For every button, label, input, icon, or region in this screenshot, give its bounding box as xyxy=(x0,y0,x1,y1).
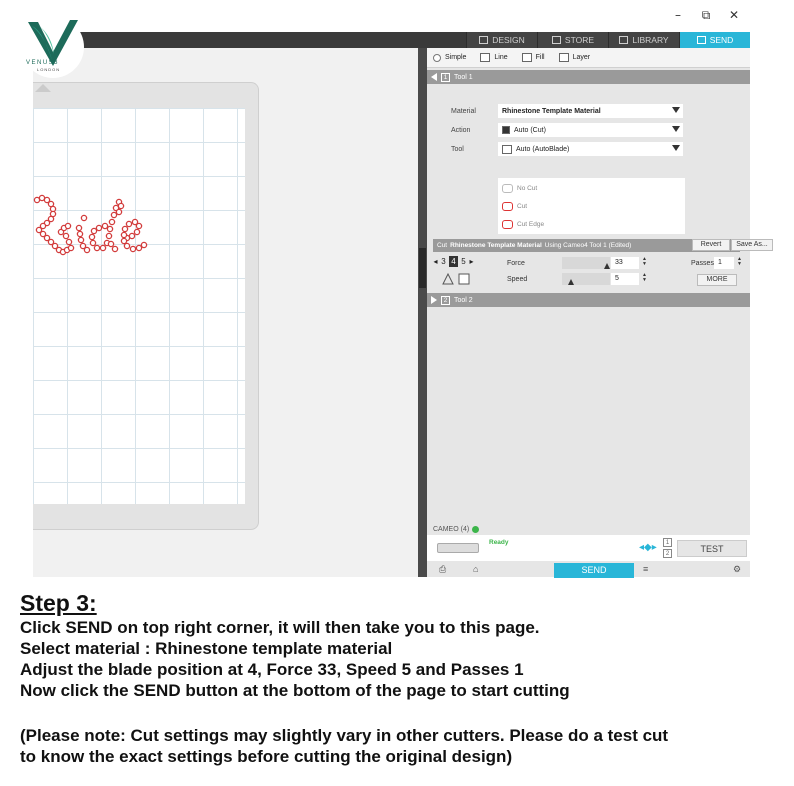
instruction-line-3: Adjust the blade position at 4, Force 33, Speed 5 and Passes 1 xyxy=(20,660,524,679)
mode-simple-label: Simple xyxy=(445,54,467,61)
cutbar-material: Rhinestone Template Material xyxy=(450,242,542,249)
tutorial-icon[interactable]: ⌂ xyxy=(473,564,479,574)
force-slider-knob[interactable] xyxy=(604,263,610,269)
speed-slider-knob[interactable] xyxy=(568,279,574,285)
device-ready-status: Ready xyxy=(489,539,509,546)
action-select[interactable] xyxy=(498,123,683,137)
tool-icons xyxy=(441,272,471,286)
blade-cut-icon xyxy=(502,126,510,134)
test-button[interactable]: TEST xyxy=(677,540,747,557)
tool2-title: Tool 2 xyxy=(454,296,473,304)
save-as-button[interactable]: Save As... xyxy=(731,239,773,251)
cutbar-suffix: Using Cameo4 Tool 1 (Edited) xyxy=(544,242,632,249)
revert-button[interactable]: Revert xyxy=(692,239,730,251)
send-panel xyxy=(427,48,768,577)
line-mode-icon xyxy=(480,53,490,62)
option-cut-edge[interactable] xyxy=(502,220,544,229)
tab-send[interactable] xyxy=(679,32,750,48)
tool1-number: 1 xyxy=(441,73,450,82)
tab-library[interactable] xyxy=(608,32,679,48)
tool-value: Auto (AutoBlade) xyxy=(516,145,570,153)
cameo-machine-icon xyxy=(437,543,479,553)
cut-icon xyxy=(502,202,513,211)
speed-input[interactable]: 5 xyxy=(611,273,639,285)
close-button[interactable]: ✕ xyxy=(728,8,740,22)
cutbar-prefix: Cut xyxy=(437,242,448,249)
slot-1[interactable]: 1 xyxy=(663,538,672,547)
store-icon xyxy=(552,36,561,44)
mode-layer[interactable] xyxy=(559,53,591,62)
tab-store[interactable] xyxy=(537,32,608,48)
force-spinner-icon[interactable]: ▲ ▼ xyxy=(642,256,647,267)
option-cut-label: Cut xyxy=(517,203,528,210)
force-label: Force xyxy=(507,260,525,267)
arrow-left-icon: ◂ xyxy=(433,257,438,266)
material-value: Rhinestone Template Material xyxy=(502,107,601,115)
silhouette-studio-window xyxy=(33,32,768,577)
option-no-cut-label: No Cut xyxy=(517,185,538,192)
tool2-number: 2 xyxy=(441,296,450,305)
instruction-line-1: Click SEND on top right corner, it will then take you to this page. xyxy=(20,618,540,637)
radio-icon xyxy=(433,54,441,62)
mode-fill[interactable] xyxy=(522,53,545,62)
note-line-2: to know the exact settings before cutting the original design) xyxy=(20,747,513,766)
logo-brand-text: VENUS3 xyxy=(26,60,60,66)
tool1-header[interactable] xyxy=(427,70,750,84)
step-title: Step 3: xyxy=(20,590,97,616)
blade-digit-3[interactable]: 3 xyxy=(441,257,446,266)
send-button[interactable]: SEND xyxy=(554,563,634,578)
top-bar xyxy=(33,32,750,48)
expand-arrow-icon xyxy=(431,296,437,304)
rhinestone-design[interactable] xyxy=(33,178,183,288)
send-icon xyxy=(697,36,706,44)
blade-digit-4[interactable]: 4 xyxy=(449,256,458,267)
send-mode-bar xyxy=(427,48,750,68)
blade-digit-5[interactable]: 5 xyxy=(461,257,466,266)
option-cut[interactable] xyxy=(502,202,527,211)
cut-edge-icon xyxy=(502,220,513,229)
tab-store-label: STORE xyxy=(564,35,595,45)
no-cut-icon xyxy=(502,184,513,193)
job-list-icon[interactable]: ≡ xyxy=(643,564,649,574)
material-label: Material xyxy=(451,108,476,115)
more-button[interactable]: MORE xyxy=(697,274,737,286)
layer-mode-icon xyxy=(559,53,569,62)
action-value: Auto (Cut) xyxy=(514,126,546,134)
autoblade-icon xyxy=(502,145,512,154)
minimize-button[interactable]: – xyxy=(675,8,681,22)
speed-spinner-icon[interactable]: ▲ ▼ xyxy=(642,272,647,283)
tool-select[interactable] xyxy=(498,142,683,156)
speed-slider[interactable] xyxy=(562,273,610,285)
tab-library-label: LIBRARY xyxy=(632,35,669,45)
tab-send-label: SEND xyxy=(709,35,734,45)
mode-fill-label: Fill xyxy=(535,54,545,61)
device-name: CAMEO (4) xyxy=(433,526,470,533)
mat-feed-arrow-icon xyxy=(35,84,51,92)
library-icon xyxy=(619,36,628,44)
tool-label: Tool xyxy=(451,146,464,153)
gear-icon[interactable]: ⚙ xyxy=(733,564,742,574)
chevron-down-icon xyxy=(672,126,680,132)
fill-mode-icon xyxy=(522,53,532,62)
note-line-1: (Please note: Cut settings may slightly vary in other cutters. Please do a test cut xyxy=(20,726,669,745)
instruction-line-2: Select material : Rhinestone template material xyxy=(20,639,393,658)
window-controls xyxy=(664,6,748,24)
design-canvas[interactable] xyxy=(33,48,418,577)
tab-design[interactable] xyxy=(466,32,537,48)
tool2-header[interactable] xyxy=(427,293,750,307)
chevron-down-icon xyxy=(672,145,680,151)
tool1-title: Tool 1 xyxy=(454,73,473,81)
mode-line-label: Line xyxy=(494,54,508,61)
logo-sub-text: LONDON xyxy=(37,67,61,72)
passes-input[interactable]: 1 xyxy=(714,257,734,269)
mode-line[interactable] xyxy=(480,53,507,62)
option-no-cut[interactable] xyxy=(502,184,537,193)
design-grid-icon xyxy=(479,36,488,44)
material-select[interactable] xyxy=(498,104,683,118)
mode-simple[interactable] xyxy=(433,54,466,62)
mode-layer-label: Layer xyxy=(572,54,591,61)
top-navigation xyxy=(466,32,750,48)
device-area xyxy=(427,535,750,561)
tab-design-label: DESIGN xyxy=(492,35,525,45)
passes-label: Passes xyxy=(691,260,714,267)
mat-grid xyxy=(33,108,245,504)
speed-label: Speed xyxy=(507,276,528,283)
restore-button[interactable]: ⧉ xyxy=(701,8,711,22)
arrow-right-icon: ▸ xyxy=(469,257,474,266)
cut-options-list xyxy=(498,178,685,234)
blade-depth-selector[interactable] xyxy=(433,256,474,267)
chevron-down-icon xyxy=(672,107,680,113)
collapse-arrow-icon xyxy=(431,73,437,81)
canvas-scrollbar[interactable] xyxy=(418,48,427,577)
slot-2[interactable]: 2 xyxy=(663,549,672,558)
action-label: Action xyxy=(451,127,471,134)
instruction-line-4: Now click the SEND button at the bottom of the page to start cutting xyxy=(20,681,570,700)
force-slider[interactable] xyxy=(562,257,610,269)
scrollbar-thumb[interactable] xyxy=(419,248,426,288)
printer-settings-icon[interactable]: ⎙ xyxy=(439,564,447,574)
option-cut-edge-label: Cut Edge xyxy=(517,221,545,228)
bottom-bar xyxy=(427,561,750,577)
force-input[interactable]: 33 xyxy=(611,257,639,269)
device-status xyxy=(433,526,479,533)
move-arrows-icon[interactable]: ◂◆▸ xyxy=(639,542,657,553)
passes-spinner-icon[interactable]: ▲ ▼ xyxy=(737,256,742,267)
connected-check-icon xyxy=(472,526,479,533)
